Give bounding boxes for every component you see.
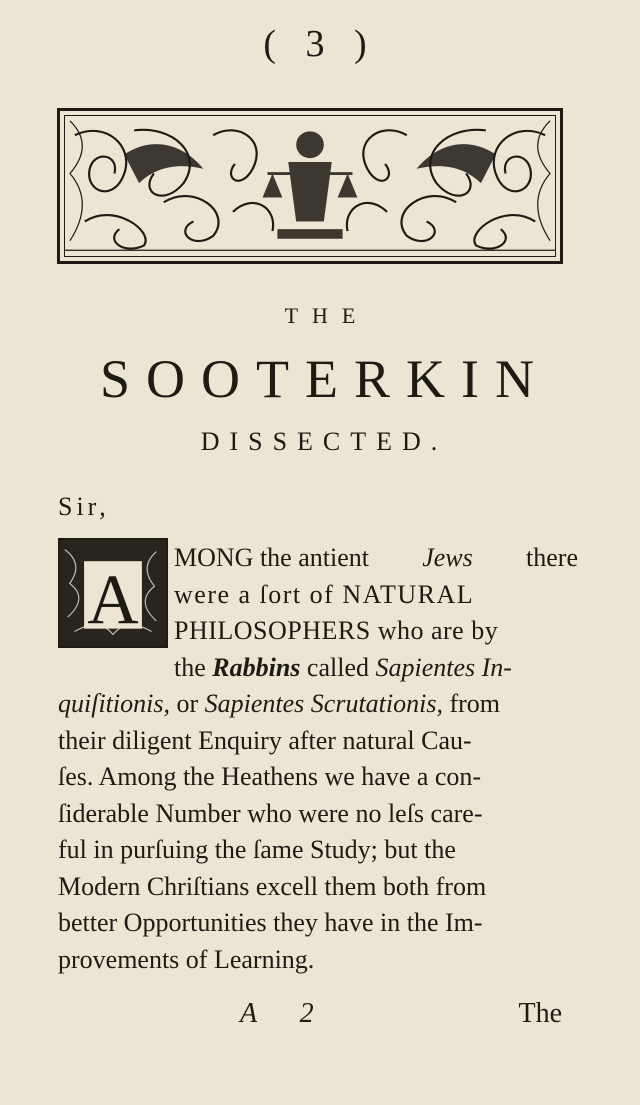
text-line: better Opportunities they have in the Im- — [58, 908, 483, 937]
text-line: ſes. Among the Heathens we have a con- — [58, 762, 482, 791]
title-the: THE — [284, 303, 370, 328]
text-line: quiſitionis, or Sapientes Scrutationis, from — [58, 689, 501, 718]
salutation: Sir, — [58, 492, 110, 521]
text-line: PHILOSOPHERS who are by — [174, 616, 499, 645]
title-main: SOOTERKIN — [100, 349, 550, 409]
text-line: their diligent Enquiry after natural Cau- — [58, 725, 472, 755]
body-paragraph — [58, 540, 578, 978]
svg-text:A: A — [87, 559, 139, 639]
headpiece-ornament-icon — [65, 116, 555, 256]
page-number: ( 3 ) — [263, 23, 377, 65]
page-footer — [0, 998, 640, 1038]
text-line: ful in purſuing the ſame Study; but the — [58, 835, 456, 864]
title-subtitle: DISSECTED. — [200, 427, 448, 456]
signature-mark: A 2 — [240, 998, 332, 1029]
text-line: the Rabbins called Sapientes In- — [174, 652, 512, 682]
ornamental-headpiece — [57, 108, 563, 264]
text-line: provements of Learning. — [58, 944, 315, 974]
text-line: MONG the antient Jews there — [174, 543, 578, 572]
text-line: were a ſort of NATURAL — [174, 579, 475, 609]
text-line: Modern Chriſtians excell them both from — [58, 871, 487, 901]
catchword: The — [518, 998, 562, 1029]
text-line: ſiderable Number who were no leſs care- — [58, 798, 483, 828]
